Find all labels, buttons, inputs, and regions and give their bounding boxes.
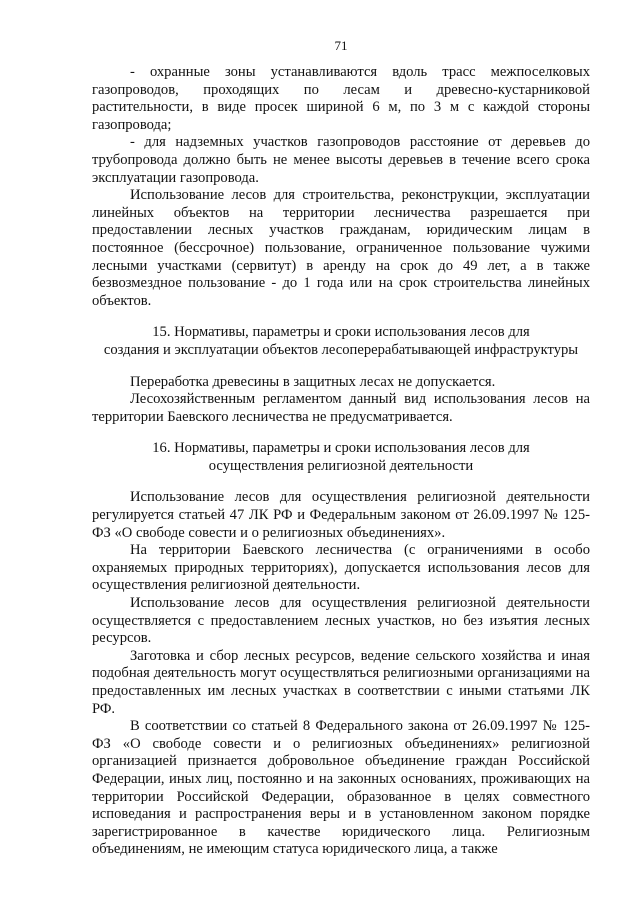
paragraph-above-ground-pipelines: - для надземных участков газопроводов расстояние от деревьев до трубопровода должно быть не менее высоты деревьев в течение всего срока эксплуатации газопровода. <box>92 134 590 186</box>
paragraph-religious-organizations-activities: Заготовка и сбор лесных ресурсов, ведение сельского хозяйства и иная подобная деятельность могут осуществляться религиозными организациями на предоставленных им лесных участках в соответствии с иными статьями ЛК РФ. <box>92 647 590 717</box>
section-heading-16-line-2: осуществления религиозной деятельности <box>208 457 474 474</box>
section-heading-15-line-1: 15. Нормативы, параметры и сроки использования лесов для <box>152 324 530 341</box>
section-heading-16 <box>92 440 590 475</box>
page-number: 71 <box>334 38 348 53</box>
paragraph-protection-zones: - охранные зоны устанавливаются вдоль трасс межпоселковых газопроводов, проходящих по лесам и древесно-кустарниковой растительности, в виде просек шириной 6 м, по 3 м с каждой стороны газопровода; <box>92 64 590 133</box>
paragraph-linear-objects: Использование лесов для строительства, реконструкции, эксплуатации линейных объектов на территории лесничества разрешается при предоставлении лесных участков гражданам, юридическим лицам в постоянное (бессрочное) пользование, ограниченное пользование чужими лесными участками (сервитут) в аренду на срок до 49 лет, а в также безвозмездное пользование - до 1 года или на срок строительства линейных объектов. <box>92 187 590 309</box>
paragraph-religious-allowed: На территории Баевского лесничества (с ограничениями в особо охраняемых природных территориях), допускается использования лесов для осуществления религиозной деятельности. <box>92 542 590 594</box>
spacer <box>92 310 590 324</box>
section-heading-16-line-1: 16. Нормативы, параметры и сроки использования лесов для <box>152 440 530 457</box>
paragraph-wood-processing: Переработка древесины в защитных лесах не допускается. <box>130 373 496 390</box>
paragraph-religious-regulation: Использование лесов для осуществления религиозной деятельности регулируется статьей 47 ЛК РФ и Федеральным законом от 26.09.1997 № 125-ФЗ «О свободе совести и о религиозных объединениях». <box>92 489 590 541</box>
paragraph-religious-organization-definition: В соответствии со статьей 8 Федерального закона от 26.09.1997 № 125-ФЗ «О свободе совести и о религиозных объединениях» религиозной организацией признается добровольное объединение граждан Российской Федерации, иных лиц, постоянно и на законных основаниях, проживающих на территории Российской Федерации, образованное в целях совместного исповедания и распространения веры и в установленном законом порядке зарегистрированное в качестве юридического лица. Религиозным объединениям, не имеющим статуса юридического лица, а также <box>92 718 590 858</box>
section-heading-15-line-2: создания и эксплуатации объектов лесоперерабатывающей инфраструктуры <box>103 341 579 358</box>
paragraph-regulation-not-provided: Лесохозяйственным регламентом данный вид использования лесов на территории Баевского лесничества не предусматривается. <box>92 391 590 425</box>
spacer <box>92 475 590 489</box>
paragraph-religious-without-withdrawal: Использование лесов для осуществления религиозной деятельности осуществляется с предоставлением лесных участков, но без изъятия лесных ресурсов. <box>92 595 590 647</box>
spacer <box>92 360 590 374</box>
spacer <box>92 426 590 440</box>
section-heading-15 <box>92 324 590 359</box>
